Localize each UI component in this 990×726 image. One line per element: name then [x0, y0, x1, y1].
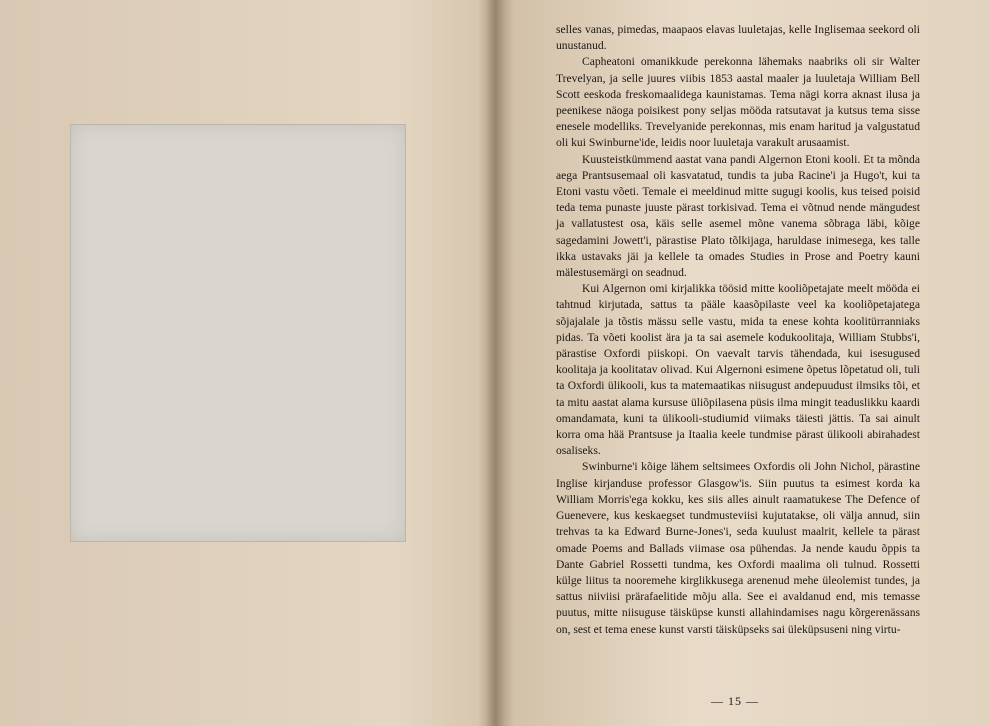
page-number: — 15 —: [711, 694, 759, 708]
paragraph: selles vanas, pimedas, maapaos elavas luuletajas, kelle Inglisemaa seekord oli unustanud.: [556, 23, 920, 53]
paragraph: Kuusteistkümmend aastat vana pandi Algernon Etoni kooli. Et ta mõnda aega Prantsusemaal oli kasvatatud, tundis ta juba Racine'i ja Hugo't, kui ta Etoni vastu võeti. Temale ei meeldinud mitte sugugi koolis, kus teised poisid teda tema punaste juuste pärast torkisivad. Tema ei võtnud nende mängudest ja vallatustest osa, käis selle asemel mõne vanema sõbraga läbi, kõige sagedamini Jowett'i, pärastise Plato tõlkijaga, haruldase inimesega, kes talle ikka ustavaks jäi ja kellele ta omades Studies in Prose and Poetry kauni mälestusemärgi on seadnud.: [556, 152, 920, 280]
blank-plate: [70, 124, 406, 542]
paragraph: Swinburne'i kõige lähem seltsimees Oxfordis oli John Nichol, pärastine Inglise kirjanduse professor Glasgow'is. Siin puutus ta esimest korda ka William Morris'ega kokku, kes siis alles ainult raamatukese The Defence of Guenevere, kus keskaegset tundmusteviisi kujutatakse, oli välja annud, siin trehvas ta ka Edward Burne-Jones'i, seda kuulust maalrit, kellele ta pärast omade Poems and Ballads viimase osa pühendas. Ja nende kaudu õppis ta Dante Gabriel Rossetti tundma, kes Oxfordi maalima oli tulnud. Rossetti külge liitus ta nooremehe kirglikkusega arenenud mehe üleolemist tundes, ja sattus niiviisi prärafaelitide mõju alla. See ei avaldanud end, mis temasse puutus, mitte niisuguse täisküpse kunsti allahindamises nagu kõrgerenässans on, sest et tema enese kunst varsti täisküpseks sai üleküpsuseni ning virtu-: [556, 460, 920, 636]
right-page: [495, 0, 990, 726]
paragraph: Capheatoni omanikkude perekonna lähemaks naabriks oli sir Walter Trevelyan, ja selle juures viibis 1853 aastal maaler ja luuletaja William Bell Scott eeskoda freskomaalidega kaunistamas. Tema nägi korra aknast ilusa ja peenikese näoga poisikest pony seljas mööda ratsutavat ja kutsus tema sisse enesele modelliks. Trevelyanide perekonnas, mis enam haritud ja valgustatud oli kui Swinburne'ide, leidis noor luuletaja varakult arusaamist.: [556, 55, 920, 150]
paragraph: Kui Algernon omi kirjalikka töösid mitte kooliõpetajate meelt mööda ei tahtnud kirjutada, sattus ta pääle kaasõpilaste veel ka kooliõpetajatega sõjajalale ja tõstis mässu selle vastu, mida ta enese kohta koolitürranniaks pidas. Ta võeti koolist ära ja ta sai asemele kodukoolitaja, William Stubbs'i, pärastise Oxfordi piiskopi. On vaevalt tarvis tähendada, kui isesugused koolitaja ja koolitatav olivad. Kui Algernoni esimene õpetus lõpetatud oli, tuli ta Oxfordi ülikooli, kus ta matemaatikas niisugust andepuudust ilmsiks tõi, et ta mitu aastat alama kursuse üliõpilasena püsis ilma mingit teaduslikku kaardi omandamata, kuni ta ülikooli-studiumid viimaks täiesti jättis. Ta sai ainult korra oma hää Prantsuse ja Itaalia keele tundmise pärast ülikooli abirahadest osaliseks.: [556, 282, 920, 458]
body-text: [556, 22, 920, 638]
